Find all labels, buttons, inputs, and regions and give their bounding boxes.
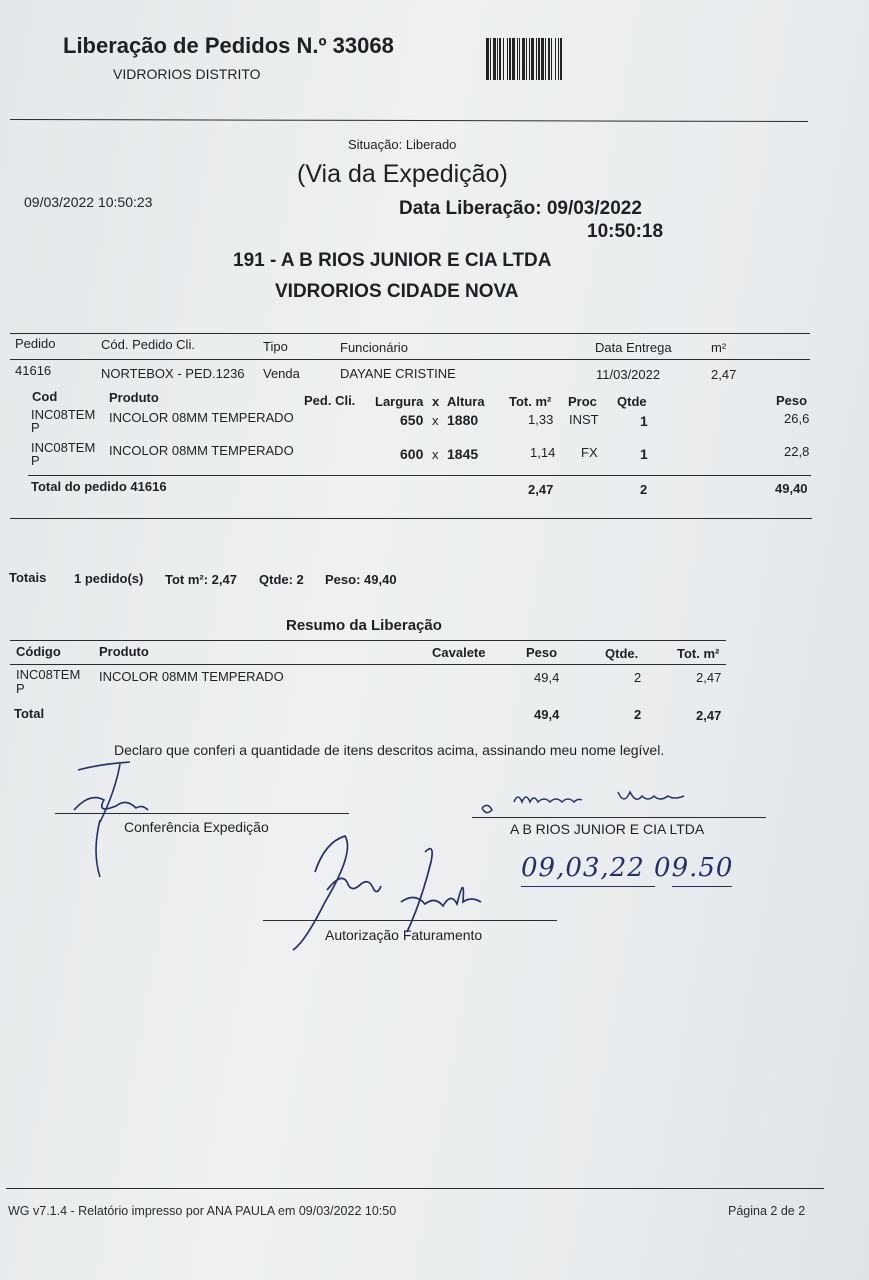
- item-proc: INST: [569, 412, 599, 427]
- item-altura: 1880: [447, 412, 479, 428]
- client-signature-label: A B RIOS JUNIOR E CIA LTDA: [510, 821, 705, 837]
- declaration-text: Declaro que conferi a quantidade de itens descritos acima, assinando meu nome legível.: [114, 742, 665, 758]
- footer-page-number: Página 2 de 2: [728, 1204, 806, 1218]
- item-cod-line2: P: [31, 420, 40, 435]
- printed-datetime: 09/03/2022 10:50:23: [24, 194, 153, 210]
- order-total-peso: 49,40: [775, 481, 808, 496]
- summary-total-peso: 49,4: [534, 707, 560, 722]
- summary-col-cavalete: Cavalete: [432, 645, 486, 660]
- summary-codigo-line1: INC08TEM: [16, 667, 81, 682]
- via-label: (Via da Expedição): [297, 160, 508, 188]
- item-cod-line2: P: [31, 453, 40, 468]
- summary-col-codigo: Código: [16, 644, 61, 659]
- summary-row-tot-m2: 2,47: [696, 670, 722, 685]
- release-time: 10:50:18: [587, 221, 664, 242]
- order-bottom-rule: [10, 518, 812, 519]
- item-cod-line1: INC08TEM: [31, 440, 96, 455]
- barcode-stripe: [562, 38, 565, 80]
- summary-col-peso: Peso: [526, 645, 558, 660]
- summary-col-tot-m2: Tot. m²: [677, 646, 720, 661]
- item-cod: [31, 408, 95, 434]
- totals-qtde: Qtde: 2: [259, 572, 304, 587]
- col-peso: Peso: [776, 393, 808, 408]
- barcode-image: [486, 38, 624, 80]
- employee-name: DAYANE CRISTINE: [340, 366, 456, 381]
- col-cod: Cod: [32, 389, 58, 404]
- conferencia-signature-mark: [60, 752, 160, 887]
- summary-row-peso: 49,4: [534, 670, 560, 685]
- handwritten-date: 09,03,22 09.50: [521, 853, 734, 883]
- item-cod: [31, 441, 95, 467]
- col-x: x: [432, 394, 440, 409]
- summary-top-rule: [10, 640, 726, 641]
- item-altura: 1845: [447, 446, 479, 462]
- item-produto: INCOLOR 08MM TEMPERADO: [109, 443, 294, 458]
- col-proc: Proc: [568, 394, 597, 409]
- totals-label: Totais: [9, 570, 47, 585]
- totals-pedidos: 1 pedido(s): [74, 571, 144, 586]
- summary-codigo-line2: P: [16, 681, 25, 696]
- col-m2: m²: [711, 340, 727, 355]
- footer-rule: [6, 1188, 824, 1189]
- item-x: x: [432, 447, 439, 462]
- item-produto: INCOLOR 08MM TEMPERADO: [109, 410, 294, 425]
- client-order-code: NORTEBOX - PED.1236: [101, 366, 245, 381]
- conferencia-label: Conferência Expedição: [124, 819, 269, 835]
- summary-row-qtde: 2: [634, 670, 642, 685]
- item-proc: FX: [581, 445, 598, 460]
- client-signature-mark: [478, 782, 698, 822]
- item-largura: 600: [400, 446, 424, 462]
- autorizacao-label: Autorização Faturamento: [325, 927, 483, 943]
- summary-total-label: Total: [14, 706, 45, 721]
- autorizacao-signature-mark: [285, 832, 495, 957]
- col-produto: Produto: [109, 390, 159, 405]
- document-title: Liberação de Pedidos N.º 33068: [63, 33, 394, 58]
- order-total-rule: [28, 475, 811, 476]
- order-number: 41616: [15, 363, 52, 378]
- col-tot-m2: Tot. m²: [509, 394, 552, 409]
- col-pedido: Pedido: [15, 336, 56, 351]
- col-altura: Altura: [447, 394, 485, 409]
- totals-m2: Tot m²: 2,47: [165, 572, 237, 587]
- summary-row-codigo: [16, 668, 80, 696]
- item-largura: 650: [400, 412, 424, 428]
- col-qtde: Qtde: [617, 394, 647, 409]
- item-x: x: [432, 413, 439, 428]
- col-ped-cli: Ped. Cli.: [304, 393, 356, 408]
- summary-total-qtde: 2: [634, 707, 642, 722]
- summary-row-produto: INCOLOR 08MM TEMPERADO: [99, 669, 284, 684]
- order-total-qtde: 2: [640, 482, 648, 497]
- summary-total-tot-m2: 2,47: [696, 708, 722, 723]
- item-cod-line1: INC08TEM: [31, 407, 96, 422]
- summary-col-qtde: Qtde.: [605, 646, 639, 661]
- summary-col-produto: Produto: [99, 644, 149, 659]
- summary-title: Resumo da Liberação: [286, 617, 442, 634]
- client-name: 191 - A B RIOS JUNIOR E CIA LTDA: [233, 250, 552, 271]
- col-funcionario: Funcionário: [340, 340, 408, 355]
- company-name: VIDRORIOS DISTRITO: [113, 66, 261, 82]
- item-qtde: 1: [640, 413, 648, 429]
- order-total-label: Total do pedido 41616: [31, 479, 167, 494]
- client-branch: VIDRORIOS CIDADE NOVA: [275, 281, 519, 302]
- item-tot-m2: 1,14: [530, 445, 556, 460]
- col-tipo: Tipo: [263, 339, 288, 354]
- footer-print-info: WG v7.1.4 - Relatório impresso por ANA PAULA em 09/03/2022 10:50: [8, 1204, 397, 1218]
- order-table-top-rule: [10, 333, 810, 334]
- delivery-date: 11/03/2022: [596, 367, 661, 382]
- handwritten-time-underline: [672, 886, 732, 887]
- header-divider: [10, 119, 808, 122]
- order-table-header-rule: [10, 359, 810, 360]
- col-cod-pedido-cli: Cód. Pedido Cli.: [101, 337, 195, 352]
- order-m2: 2,47: [711, 367, 737, 382]
- col-data-entrega: Data Entrega: [595, 340, 672, 355]
- order-type: Venda: [263, 366, 300, 381]
- release-date: Data Liberação: 09/03/2022: [399, 198, 642, 219]
- item-qtde: 1: [640, 446, 648, 462]
- item-peso: 22,8: [784, 444, 810, 459]
- summary-header-rule: [10, 664, 726, 665]
- totals-peso: Peso: 49,40: [325, 572, 397, 587]
- handwritten-date-underline: [521, 886, 655, 887]
- order-total-m2: 2,47: [528, 482, 554, 497]
- item-tot-m2: 1,33: [528, 412, 554, 427]
- situation-text: Situação: Liberado: [348, 137, 457, 152]
- item-peso: 26,6: [784, 411, 810, 426]
- col-largura: Largura: [375, 394, 424, 409]
